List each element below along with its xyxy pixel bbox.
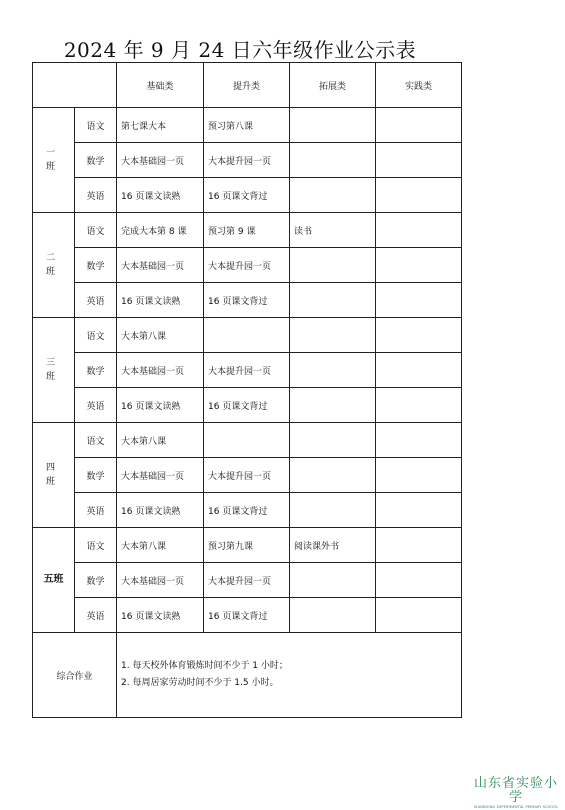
table-row: [33, 563, 462, 598]
table-row: [33, 283, 462, 318]
subject-cell: 语文: [75, 528, 117, 563]
table-row: [33, 318, 462, 353]
extension-cell: [290, 108, 376, 143]
practice-cell: [376, 388, 462, 423]
table-row: [33, 528, 462, 563]
comprehensive-line: 2. 每周居家劳动时间不少于 1.5 小时。: [121, 678, 279, 688]
header-basic: 基础类: [117, 63, 204, 108]
extension-cell: [290, 318, 376, 353]
class-name-cell: 二班: [33, 213, 75, 318]
extension-cell: [290, 248, 376, 283]
table-row: [33, 248, 462, 283]
basic-cell: 大本基础园一页: [117, 458, 204, 493]
extension-cell: 阅读课外书: [290, 528, 376, 563]
basic-cell: 16 页课文读熟: [117, 598, 204, 633]
header-row: [33, 63, 462, 108]
table-row: [33, 108, 462, 143]
advanced-cell: 预习第 9 课: [204, 213, 290, 248]
advanced-cell: 16 页课文背过: [204, 598, 290, 633]
subject-cell: 数学: [75, 248, 117, 283]
extension-cell: [290, 353, 376, 388]
table-row: [33, 353, 462, 388]
practice-cell: [376, 178, 462, 213]
advanced-cell: 16 页课文背过: [204, 283, 290, 318]
basic-cell: 大本基础园一页: [117, 353, 204, 388]
advanced-cell: [204, 318, 290, 353]
subject-cell: 语文: [75, 423, 117, 458]
basic-cell: 16 页课文读熟: [117, 493, 204, 528]
extension-cell: [290, 563, 376, 598]
advanced-cell: [204, 423, 290, 458]
advanced-cell: 16 页课文背过: [204, 388, 290, 423]
practice-cell: [376, 318, 462, 353]
advanced-cell: 16 页课文背过: [204, 178, 290, 213]
comprehensive-line: 1. 每天校外体育锻炼时间不少于 1 小时；: [121, 661, 288, 671]
class-name-cell: 五班: [33, 528, 75, 633]
subject-cell: 语文: [75, 108, 117, 143]
practice-cell: [376, 598, 462, 633]
class-name-cell: 一班: [33, 108, 75, 213]
header-practice: 实践类: [376, 63, 462, 108]
logo-english-text: SHANDONG EXPERIMENTAL PRIMARY SCHOOL: [473, 805, 559, 809]
table-row: [33, 143, 462, 178]
practice-cell: [376, 353, 462, 388]
corner-cell: [33, 63, 117, 108]
subject-cell: 数学: [75, 143, 117, 178]
basic-cell: 16 页课文读熟: [117, 388, 204, 423]
subject-cell: 数学: [75, 563, 117, 598]
basic-cell: 大本第八课: [117, 423, 204, 458]
basic-cell: 16 页课文读熟: [117, 178, 204, 213]
school-logo: [470, 777, 562, 810]
extension-cell: [290, 598, 376, 633]
extension-cell: [290, 388, 376, 423]
practice-cell: [376, 493, 462, 528]
practice-cell: [376, 423, 462, 458]
logo-chinese-text: 山东省实验小学: [473, 776, 558, 805]
practice-cell: [376, 213, 462, 248]
comprehensive-label: 综合作业: [33, 633, 117, 718]
table-row: [33, 423, 462, 458]
practice-cell: [376, 248, 462, 283]
advanced-cell: 大本提升园一页: [204, 563, 290, 598]
subject-cell: 英语: [75, 388, 117, 423]
subject-cell: 英语: [75, 178, 117, 213]
homework-table: [32, 62, 462, 718]
table-row: [33, 213, 462, 248]
basic-cell: 大本第八课: [117, 528, 204, 563]
extension-cell: [290, 143, 376, 178]
subject-cell: 英语: [75, 283, 117, 318]
advanced-cell: 大本提升园一页: [204, 458, 290, 493]
basic-cell: 大本基础园一页: [117, 248, 204, 283]
practice-cell: [376, 528, 462, 563]
extension-cell: 读书: [290, 213, 376, 248]
class-name-cell: 四班: [33, 423, 75, 528]
table-row: [33, 598, 462, 633]
advanced-cell: 16 页课文背过: [204, 493, 290, 528]
practice-cell: [376, 563, 462, 598]
subject-cell: 数学: [75, 353, 117, 388]
practice-cell: [376, 143, 462, 178]
practice-cell: [376, 458, 462, 493]
page-title: 2024 年 9 月 24 日六年级作业公示表: [63, 38, 417, 62]
header-extension: 拓展类: [290, 63, 376, 108]
table-row: [33, 388, 462, 423]
advanced-cell: 大本提升园一页: [204, 248, 290, 283]
class-name-cell: 三班: [33, 318, 75, 423]
extension-cell: [290, 493, 376, 528]
extension-cell: [290, 458, 376, 493]
basic-cell: 大本基础园一页: [117, 563, 204, 598]
subject-cell: 英语: [75, 493, 117, 528]
basic-cell: 大本基础园一页: [117, 143, 204, 178]
basic-cell: 16 页课文读熟: [117, 283, 204, 318]
subject-cell: 英语: [75, 598, 117, 633]
advanced-cell: 预习第九课: [204, 528, 290, 563]
comprehensive-row: [33, 633, 462, 718]
table-row: [33, 458, 462, 493]
subject-cell: 语文: [75, 213, 117, 248]
practice-cell: [376, 283, 462, 318]
basic-cell: 完成大本第 8 课: [117, 213, 204, 248]
advanced-cell: 大本提升园一页: [204, 353, 290, 388]
extension-cell: [290, 178, 376, 213]
subject-cell: 语文: [75, 318, 117, 353]
table-body: [33, 108, 462, 633]
practice-cell: [376, 108, 462, 143]
advanced-cell: 预习第八课: [204, 108, 290, 143]
advanced-cell: 大本提升园一页: [204, 143, 290, 178]
basic-cell: 大本第八课: [117, 318, 204, 353]
table-row: [33, 178, 462, 213]
header-advanced: 提升类: [204, 63, 290, 108]
basic-cell: 第七课大本: [117, 108, 204, 143]
extension-cell: [290, 283, 376, 318]
table-row: [33, 493, 462, 528]
subject-cell: 数学: [75, 458, 117, 493]
extension-cell: [290, 423, 376, 458]
comprehensive-content: [117, 633, 462, 718]
